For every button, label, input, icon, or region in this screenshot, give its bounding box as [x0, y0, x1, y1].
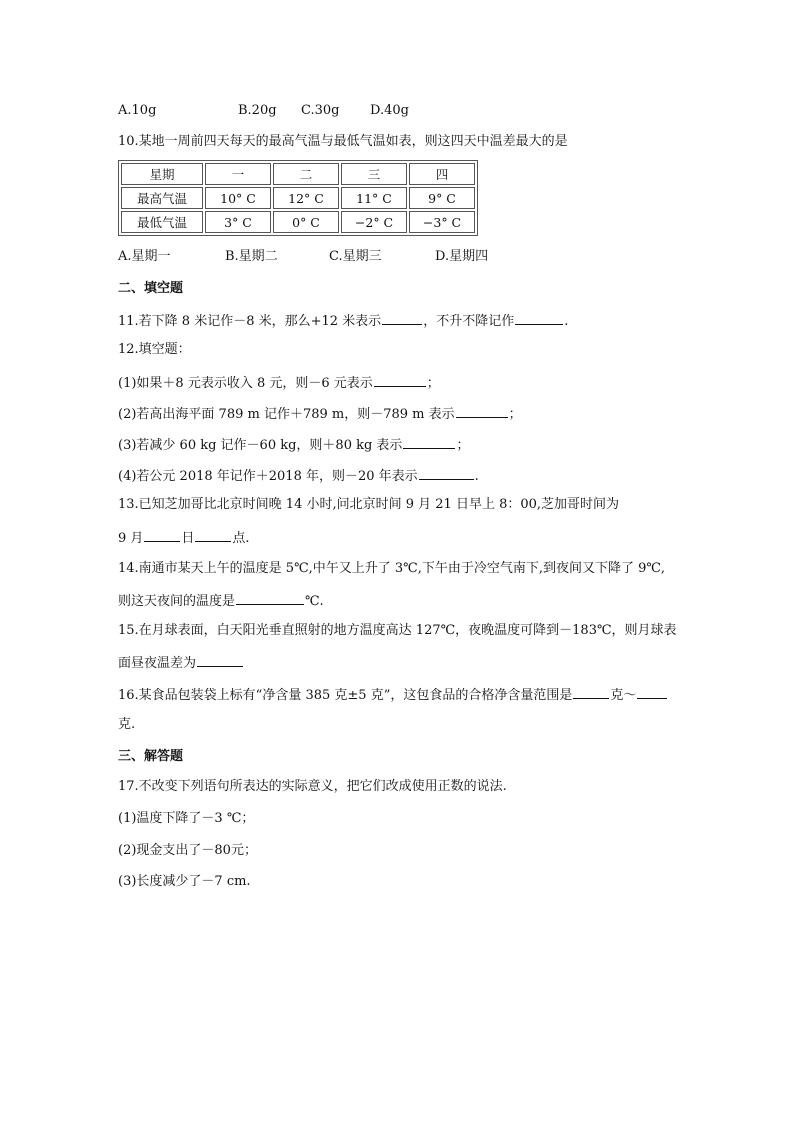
answer-blank[interactable]: [573, 685, 609, 699]
table-cell: 9° C: [409, 187, 475, 209]
answer-blank[interactable]: [456, 404, 508, 418]
table-row-header: [121, 163, 475, 185]
q9-option-d: D.40g: [370, 103, 409, 118]
q12-item-text: (2)若高出海平面 789 m 记作＋789 m，则－789 m 表示: [118, 407, 455, 422]
table-row-high: [121, 187, 475, 209]
q11-text-a: 11.若下降 8 米记作－8 米，那么+12 米表示: [118, 314, 382, 329]
q17-item-2: (2)现金支出了－80元；: [118, 843, 257, 858]
answer-blank[interactable]: [197, 653, 243, 667]
q9-options: [118, 102, 409, 120]
answer-blank[interactable]: [144, 528, 180, 542]
q9-option-b: B.20g: [238, 103, 277, 118]
q12-item-3: [118, 435, 469, 455]
table-cell: 11° C: [341, 187, 407, 209]
q15-line-1: 15.在月球表面，白天阳光垂直照射的地方温度高达 127℃，夜晚温度可降到－183℃，则月球表: [118, 623, 677, 638]
q11-text-c: .: [564, 314, 569, 329]
table-cell: 三: [341, 163, 407, 185]
q14-line-2: [118, 591, 324, 611]
q12-item-2: [118, 404, 522, 424]
table-cell: 最高气温: [121, 187, 203, 209]
table-cell: −3° C: [409, 211, 475, 233]
q12-item-end: .: [474, 469, 479, 484]
q16-mid: 克～: [610, 688, 637, 703]
q15-text: 面昼夜温差为: [118, 656, 197, 671]
q10-option-d: D.星期四: [435, 249, 489, 264]
q17-title: 17.不改变下列语句所表达的实际意义，把它们改成使用正数的说法.: [118, 779, 507, 794]
table-cell: 10° C: [205, 187, 271, 209]
q17-item-3: (3)长度减少了－7 cm.: [118, 874, 251, 889]
q14-line-1: 14.南通市某天上午的温度是 5℃,中午又上升了 3℃,下午由于冷空气南下,到夜间又下降了 9℃,: [118, 561, 666, 576]
q17-item-1: (1)温度下降了－3 ℃；: [118, 811, 255, 826]
q13-month: 9 月: [118, 531, 144, 546]
section-heading-fill-in: 二、填空题: [118, 281, 184, 296]
q16-line-1: [118, 685, 668, 705]
q12-item-4: [118, 466, 479, 486]
table-cell: 一: [205, 163, 271, 185]
q12-item-text: (3)若减少 60 kg 记作－60 kg，则＋80 kg 表示: [118, 438, 403, 453]
q9-option-a: A.10g: [118, 103, 157, 118]
temperature-table: [118, 160, 478, 236]
q11-text-b: ，不升不降记作: [423, 314, 515, 329]
q14-text: 则这天夜间的温度是: [118, 594, 236, 609]
q13-day: 日: [181, 531, 195, 546]
table-cell: 星期: [121, 163, 203, 185]
q13-hour: 点.: [232, 531, 250, 546]
table-row-low: [121, 211, 475, 233]
table-cell: 0° C: [273, 211, 339, 233]
section-heading-solve: 三、解答题: [118, 749, 184, 764]
q12-item-text: (4)若公元 2018 年记作＋2018 年，则－20 年表示: [118, 469, 418, 484]
table-cell: 二: [273, 163, 339, 185]
q13-line-2: [118, 528, 250, 548]
table-cell: 3° C: [205, 211, 271, 233]
q12-item-end: ；: [426, 376, 440, 391]
q16-text: 16.某食品包装袋上标有“净含量 385 克±5 克”，这包食品的合格净含量范围是: [118, 688, 573, 703]
table-cell: 12° C: [273, 187, 339, 209]
q10-option-a: A.星期一: [118, 249, 171, 264]
table-cell: −2° C: [341, 211, 407, 233]
q16-line-2: 克.: [118, 717, 136, 732]
q12-title: 12.填空题：: [118, 342, 191, 357]
answer-blank[interactable]: [195, 528, 231, 542]
q10-options: [118, 248, 488, 266]
q10-option-c: C.星期三: [329, 249, 382, 264]
answer-blank[interactable]: [419, 466, 474, 480]
q13-line-1: 13.已知芝加哥比北京时间晚 14 小时,问北京时间 9 月 21 日早上 8：00,芝加哥时间为: [118, 497, 620, 512]
answer-blank[interactable]: [236, 591, 304, 605]
answer-blank[interactable]: [374, 373, 426, 387]
q14-unit: ℃.: [305, 594, 324, 609]
answer-blank[interactable]: [637, 685, 667, 699]
q12-item-text: (1)如果＋8 元表示收入 8 元，则－6 元表示: [118, 376, 373, 391]
q12-item-end: ；: [508, 407, 522, 422]
q12-item-end: ；: [456, 438, 470, 453]
answer-blank[interactable]: [382, 311, 422, 325]
answer-blank[interactable]: [515, 311, 563, 325]
q15-line-2: [118, 653, 244, 673]
q12-item-1: [118, 373, 440, 393]
q10-text: 10.某地一周前四天每天的最高气温与最低气温如表，则这四天中温差最大的是: [118, 134, 568, 149]
q9-option-c: C.30g: [301, 103, 340, 118]
table-cell: 最低气温: [121, 211, 203, 233]
q11: [118, 311, 568, 331]
q10-option-b: B.星期二: [225, 249, 278, 264]
table-cell: 四: [409, 163, 475, 185]
answer-blank[interactable]: [403, 435, 455, 449]
